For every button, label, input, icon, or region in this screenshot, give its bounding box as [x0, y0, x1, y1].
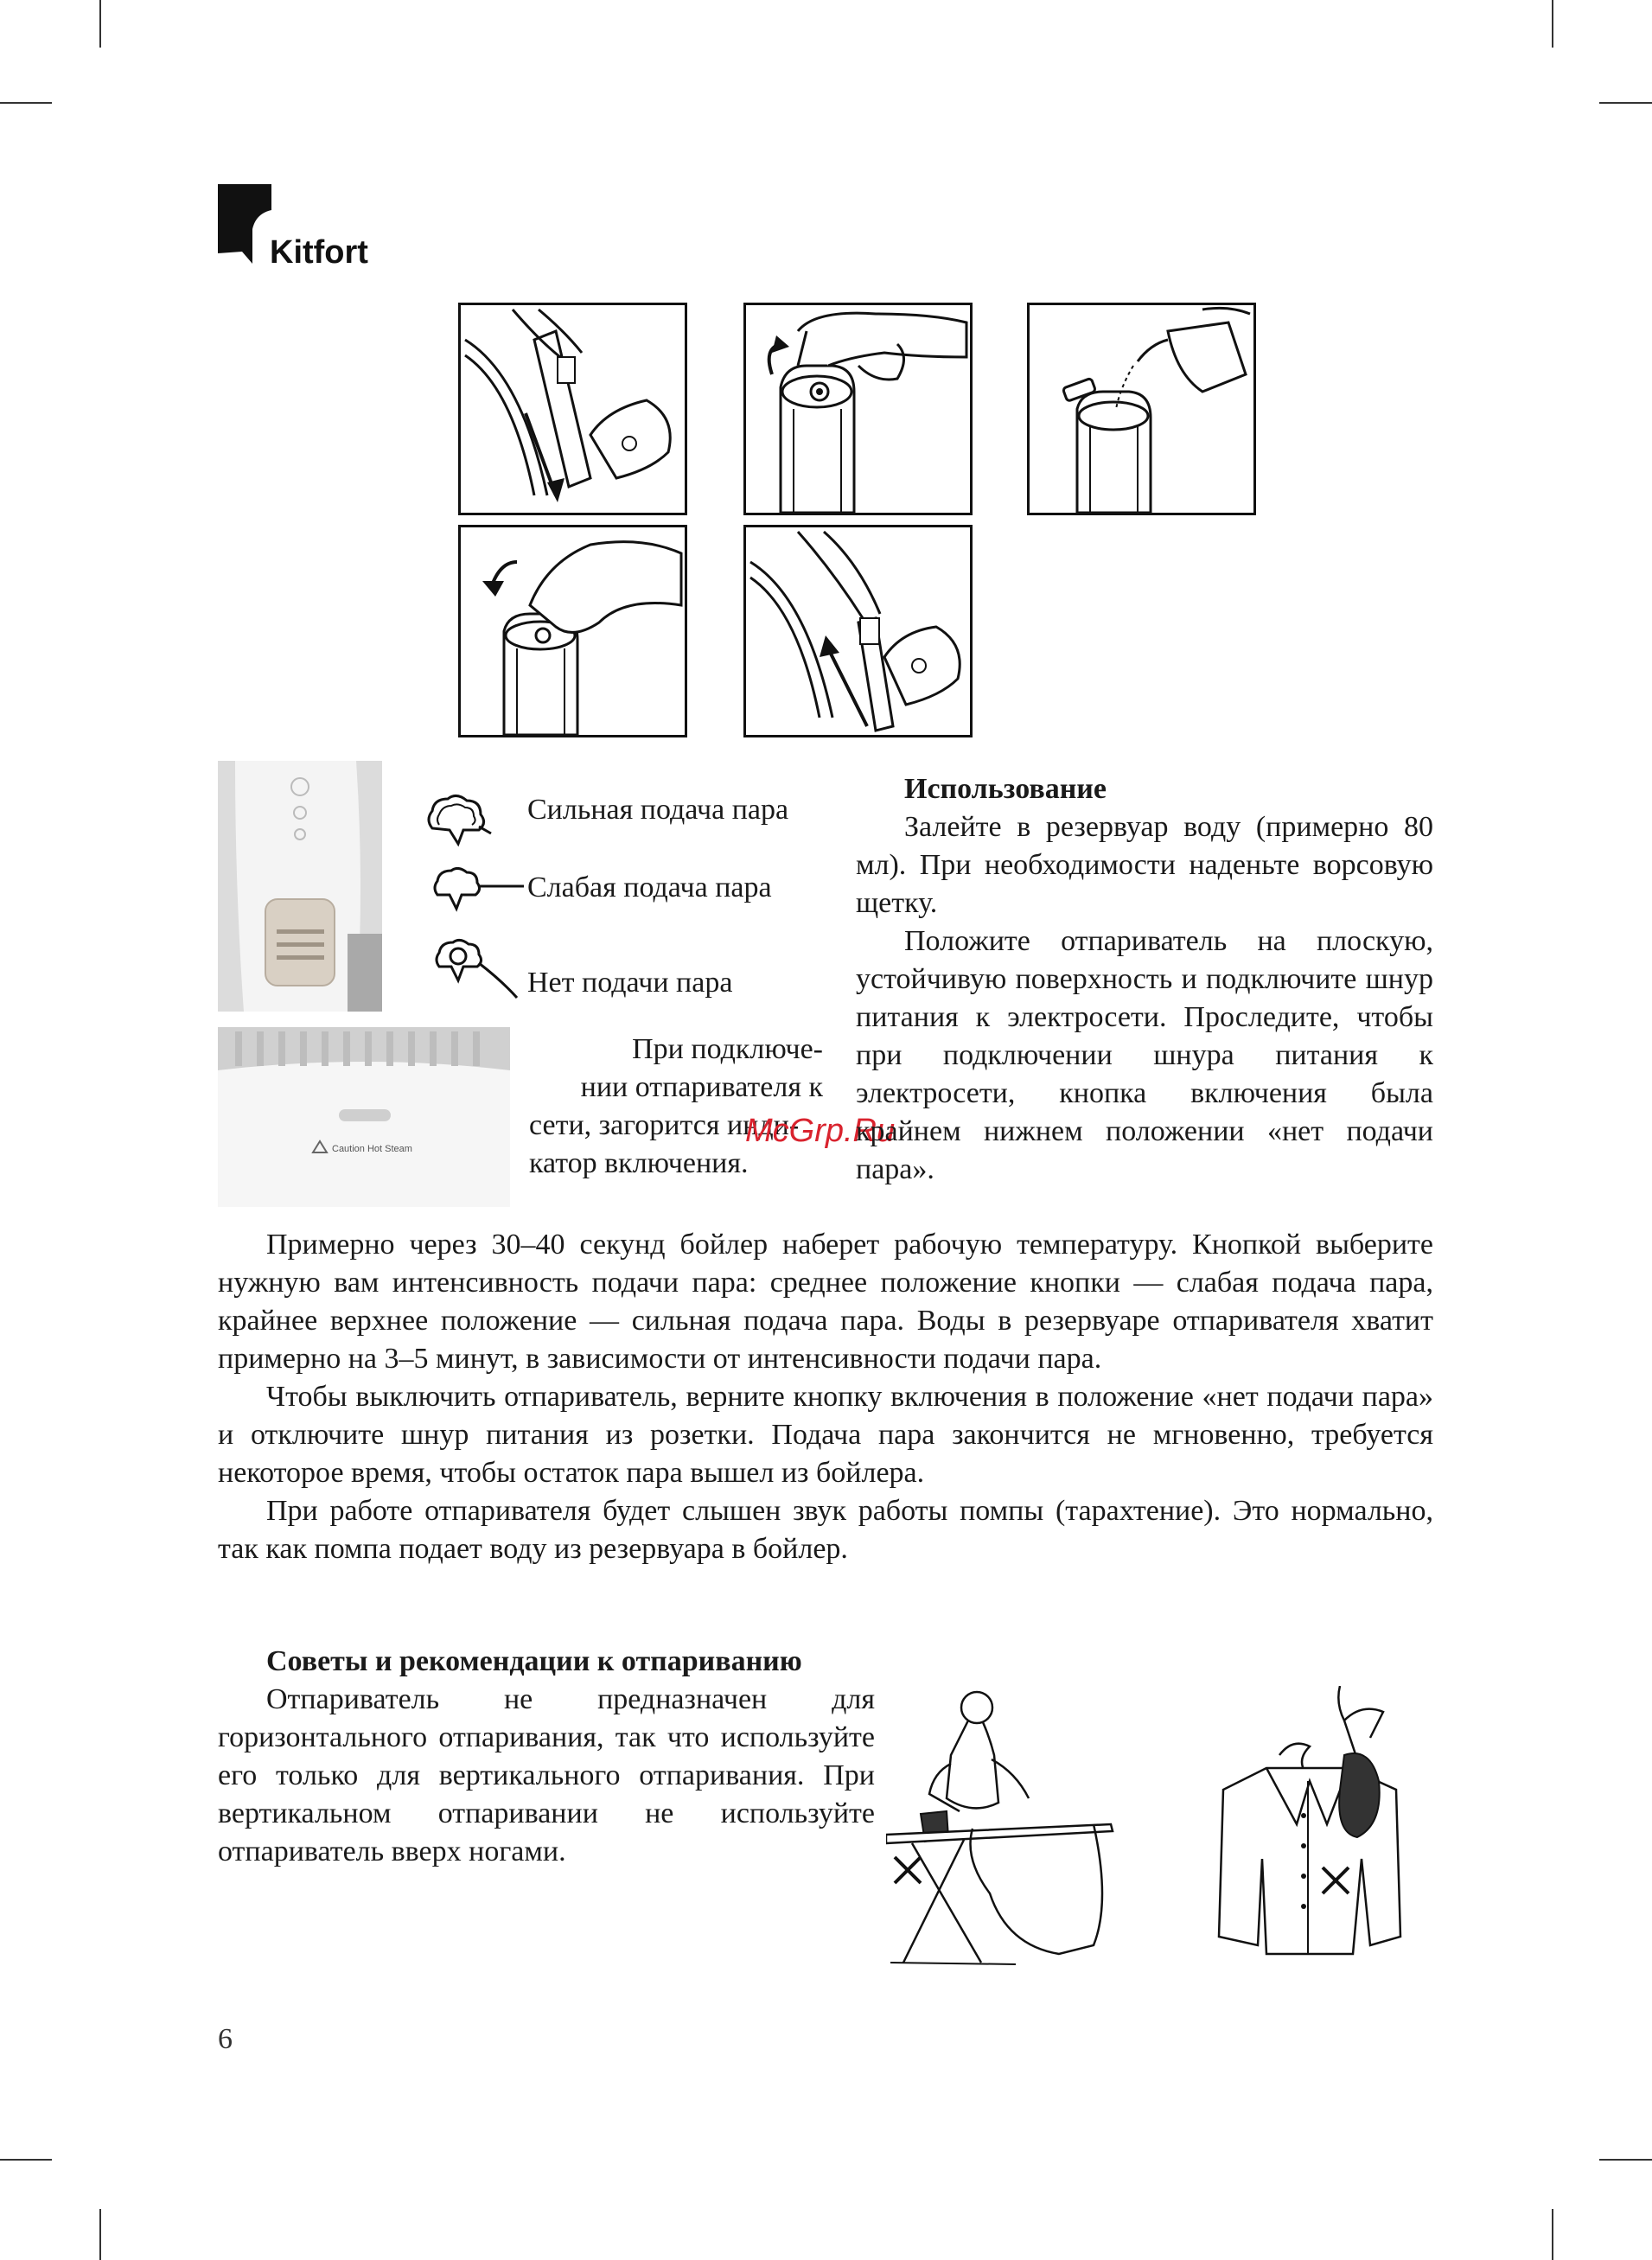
usage-section — [856, 770, 1433, 1189]
step-figure-open-cap — [743, 303, 973, 515]
brand-name: Kitfort — [270, 234, 368, 271]
photo-brush-indicator — [218, 1027, 510, 1207]
crop-mark — [0, 2159, 52, 2161]
page-number: 6 — [218, 2023, 233, 2055]
strong-steam-icon — [424, 794, 493, 849]
usage-paragraph: Положите отпариватель на плоскую, устойчивую поверхность и подключите шнур питания к электросети. Проследите, чтобы при подключении шнура питания к электросети, кнопка включения была крайнем нижнем положении «нет подачи пара». — [856, 925, 1433, 1185]
crop-mark — [1599, 102, 1652, 104]
crop-mark — [0, 102, 52, 104]
indicator-note-line: нии отпаривателя к — [580, 1071, 823, 1103]
caution-text: Caution Hot Steam — [332, 1144, 412, 1154]
crop-mark — [99, 2209, 101, 2260]
body-paragraph: Примерно через 30–40 секунд бойлер наберет рабочую температуру. Кнопкой выберите нужную вам интенсивность подачи пара: среднее положение кнопки — слабая подача пара, крайнее верхнее положение — сильная подача пара. Воды в резервуаре отпаривателя хватит примерно на 3–5 минут, в зависимости от интенсивности подачи пара. — [218, 1229, 1433, 1375]
usage-title: Использование — [904, 773, 1107, 805]
tips-section — [218, 1643, 875, 1871]
kitfort-logo-icon — [218, 184, 271, 264]
brand-logo — [218, 184, 391, 271]
watermark: McGrp.Ru — [745, 1113, 896, 1149]
crop-mark — [1552, 2209, 1553, 2260]
weak-steam-icon — [431, 867, 526, 916]
body-paragraph: При работе отпаривателя будет слышен звук работы помпы (тарахтение). Это нормально, так как помпа подает воду из резервуара в бойлер. — [218, 1495, 1433, 1565]
indicator-note-line: катор включения. — [529, 1147, 749, 1179]
label-strong-steam: Сильная подача пара — [527, 794, 789, 826]
tips-title: Советы и рекомендации к отпариванию — [266, 1645, 802, 1677]
no-steam-icon — [432, 937, 527, 1006]
crop-mark — [1552, 0, 1553, 48]
step-figure-fill-water — [1027, 303, 1256, 515]
photo-steam-button — [218, 761, 382, 1012]
illustration-horizontal-steaming — [886, 1686, 1115, 1971]
body-paragraph: Чтобы выключить отпариватель, верните кнопку включения в положение «нет подачи пара» и отключите шнур питания из розетки. Подача пара закончится не мгновенно, требуется некоторое время, чтобы остаток пара вышел из бойлера. — [218, 1381, 1433, 1489]
crop-mark — [99, 0, 101, 48]
illustration-upside-down-steaming — [1215, 1686, 1413, 1971]
indicator-note-line: сети, загорится инди- — [529, 1109, 800, 1141]
indicator-note-line: При подключе- — [632, 1033, 823, 1065]
step-figure-close-cap — [458, 525, 687, 737]
body-text — [218, 1226, 1433, 1568]
tips-paragraph: Отпариватель не предназначен для горизонтального отпаривания, так что используйте его только для вертикального отпаривания. При вертикальном отпаривании не используйте отпариватель вверх ногами. — [218, 1683, 875, 1867]
label-no-steam: Нет подачи пара — [527, 967, 733, 999]
step-figure-remove-tank — [458, 303, 687, 515]
step-figure-insert-tank — [743, 525, 973, 737]
crop-mark — [1599, 2159, 1652, 2161]
label-weak-steam: Слабая подача пара — [527, 871, 772, 903]
indicator-note — [529, 1031, 823, 1183]
usage-paragraph: Залейте в резервуар воду (примерно 80 мл). При необходимости наденьте ворсовую щетку. — [856, 811, 1433, 919]
